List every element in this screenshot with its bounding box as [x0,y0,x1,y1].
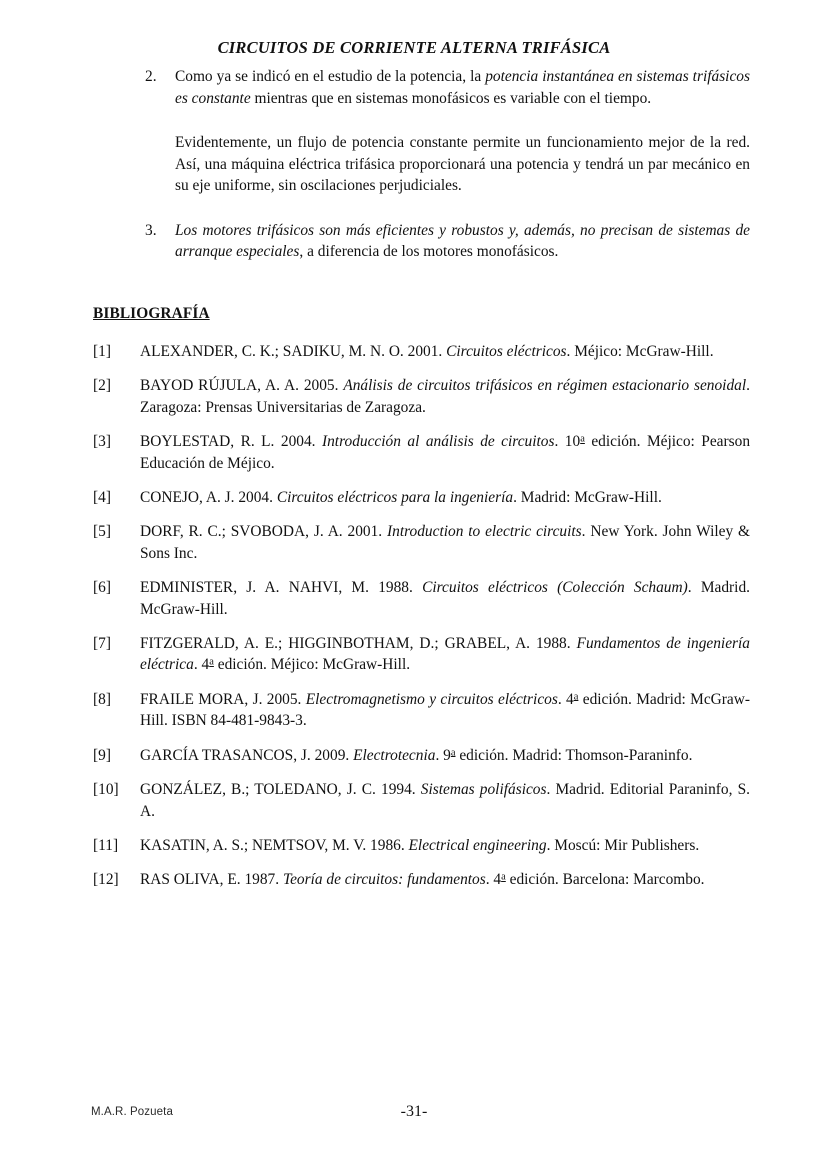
list-item-2-marker: 2. [145,68,157,85]
bibliography-entry-text [140,869,750,890]
bibliography-entry-authors: EDMINISTER, J. A. NAHVI, M. 1988. [140,579,423,597]
bibliography-entry-text [140,375,750,418]
bibliography-entry-authors: KASATIN, A. S.; NEMTSOV, M. V. 1986. [140,836,409,854]
bibliography-entry-authors: CONEJO, A. J. 2004. [140,489,277,507]
list-item-2-text-post: mientras que en sistemas monofásicos es variable con el tiempo. [250,89,652,107]
running-head-title: CIRCUITOS DE CORRIENTE ALTERNA TRIFÁSICA [217,38,611,57]
bibliography-entry [93,341,750,362]
bibliography-entry [93,689,750,732]
bibliography-entry [93,487,750,508]
list-item-2-text-pre: Como ya se indicó en el estudio de la potencia, la [175,68,486,85]
bibliography-entry-publication: . Méjico: McGraw-Hill. [566,343,714,360]
bibliography-entry-text [140,689,750,732]
bibliography-entry-authors: DORF, R. C.; SVOBODA, J. A. 2001. [140,523,388,541]
bibliography-entry-number: [8] [93,690,111,708]
bibliography-entry-number: [1] [93,343,111,360]
spacer-after-item-2 [93,109,750,132]
bibliography-entry-title: Introducción al análisis de circuitos [321,433,555,451]
bibliography-entry [93,521,750,564]
bibliography-entry-title: Sistemas polifásicos [420,781,547,799]
ordinal-indicator: a [573,691,579,703]
spacer-after-paragraph [93,197,750,220]
list-item-2 [93,66,750,109]
bibliography-entry-authors: BAYOD RÚJULA, A. A. 2005. [140,377,344,395]
bibliography-entry-title: Análisis de circuitos trifásicos en régimen estacionario senoidal [343,377,747,395]
bibliography-entry-number: [2] [93,377,111,395]
bibliography-entry-text [140,779,750,822]
bibliography-entry-text [140,633,750,676]
bibliography-entry [93,577,750,620]
bibliography-entry-publication: . 9$^a$ edición. Madrid: Thomson-Paraninfo. [435,746,693,764]
bibliography-entry-number: [3] [93,433,111,451]
ordinal-indicator: a [209,657,214,669]
bibliography-entry [93,633,750,676]
list-item-2-text [175,66,750,109]
footer-author: M.A.R. Pozueta [91,1106,173,1118]
bibliography-entry-text [140,487,750,508]
bibliography-entry-publication: . 4$^a$ edición. Madrid: McGraw-Hill. ISBN 84-481-9843-3. [140,690,750,730]
bibliography-entry-title: Electrical engineering [408,836,547,854]
ordinal-indicator: a [580,433,585,445]
bibliography-entry-title: Introduction to electric circuits [387,523,582,541]
list-item-3-marker: 3. [145,221,157,239]
bibliography-entry-publication: . 10$^a$ edición. Méjico: Pearson Educación de Méjico. [140,433,751,472]
bibliography-entry [93,745,750,766]
bibliography-entry-text [140,835,750,856]
bibliography-entry-publication: . 4$^a$ edición. Méjico: McGraw-Hill. [193,656,411,674]
bibliography-entry-text [140,341,750,362]
explanatory-paragraph: Evidentemente, un flujo de potencia constante permite un funcionamiento mejor de la red. Así, una máquina eléctrica trifásica proporcionará una potencia y tendrá un par mecánico en su eje uniforme, sin oscilaciones perjudiciales. [175,134,750,194]
bibliography-entry-authors: BOYLESTAD, R. L. 2004. [140,433,322,451]
bibliography-entry-title: Circuitos eléctricos (Colección Schaum) [422,579,688,597]
ordinal-indicator: a [501,871,506,883]
bibliography-entry-authors: ALEXANDER, C. K.; SADIKU, M. N. O. 2001. [140,343,447,360]
bibliography-entry-number: [4] [93,489,111,507]
list-item-3-text [175,220,750,263]
bibliography-entry-number: [7] [93,635,111,653]
bibliography-entry-publication: . Zaragoza: Prensas Universitarias de Zaragoza. [140,377,750,416]
bibliography-list [93,341,750,904]
bibliography-entry [93,375,750,418]
bibliography-entry-publication: . Madrid. Editorial Paraninfo, S. A. [140,781,750,820]
bibliography-entry-publication: . 4$^a$ edición. Barcelona: Marcombo. [485,871,705,889]
bibliography-entry-number: [11] [93,836,119,854]
bibliography-entry-publication: . Madrid. McGraw-Hill. [140,579,751,618]
list-item-2-text-emphasis: potencia instantánea en sistemas trifásicos es constante [175,68,750,107]
bibliography-entry-title: Circuitos eléctricos [446,343,567,360]
bibliography-entry-text [140,577,750,620]
bibliography-entry-publication: . Moscú: Mir Publishers. [546,836,700,854]
bibliography-entry-authors: FITZGERALD, A. E.; HIGGINBOTHAM, D.; GRABEL, A. 1988. [140,635,577,653]
bibliography-entry [93,835,750,856]
bibliography-entry-publication: . New York. John Wiley & Sons Inc. [140,523,750,562]
bibliography-entry [93,431,750,474]
list-item-3 [93,220,750,263]
bibliography-entry-text [140,745,750,766]
bibliography-entry-title: Electrotecnia [353,746,436,764]
bibliography-entry-number: [9] [93,746,111,764]
ordinal-indicator: a [450,747,456,759]
bibliography-entry-publication: . Madrid: McGraw-Hill. [513,489,662,507]
bibliography-entry-authors: RAS OLIVA, E. 1987. [140,871,283,889]
bibliography-entry-number: [6] [93,579,111,597]
list-item-3-text-emphasis: Los motores trifásicos son más eficientes y robustos y, además, no precisan de sistemas de arranque especiales [175,221,750,260]
bibliography-entry-authors: GARCÍA TRASANCOS, J. 2009. [140,746,354,764]
footer-page-number: -31- [400,1103,428,1120]
bibliography-entry-title: Electromagnetismo y circuitos eléctricos [305,690,558,708]
bibliography-entry-text [140,431,750,474]
list-item-3-text-post: , a diferencia de los motores monofásicos. [299,243,559,260]
bibliography-entry-number: [5] [93,523,111,541]
bibliography-entry-number: [12] [93,871,119,889]
bibliography-entry-title: Teoría de circuitos: fundamentos [282,871,486,889]
bibliography-entry-authors: GONZÁLEZ, B.; TOLEDANO, J. C. 1994. [140,781,421,799]
bibliography-entry-number: [10] [93,781,119,799]
bibliography-entry-text [140,521,750,564]
bibliography-entry-authors: FRAILE MORA, J. 2005. [140,690,306,708]
bibliography-entry-title: Circuitos eléctricos para la ingeniería [276,489,514,507]
bibliography-entry [93,779,750,822]
bibliography-entry [93,869,750,890]
body-content [93,66,750,263]
bibliography-heading: BIBLIOGRAFÍA [93,305,210,322]
bibliography-entry-title: Fundamentos de ingeniería eléctrica [140,635,750,674]
